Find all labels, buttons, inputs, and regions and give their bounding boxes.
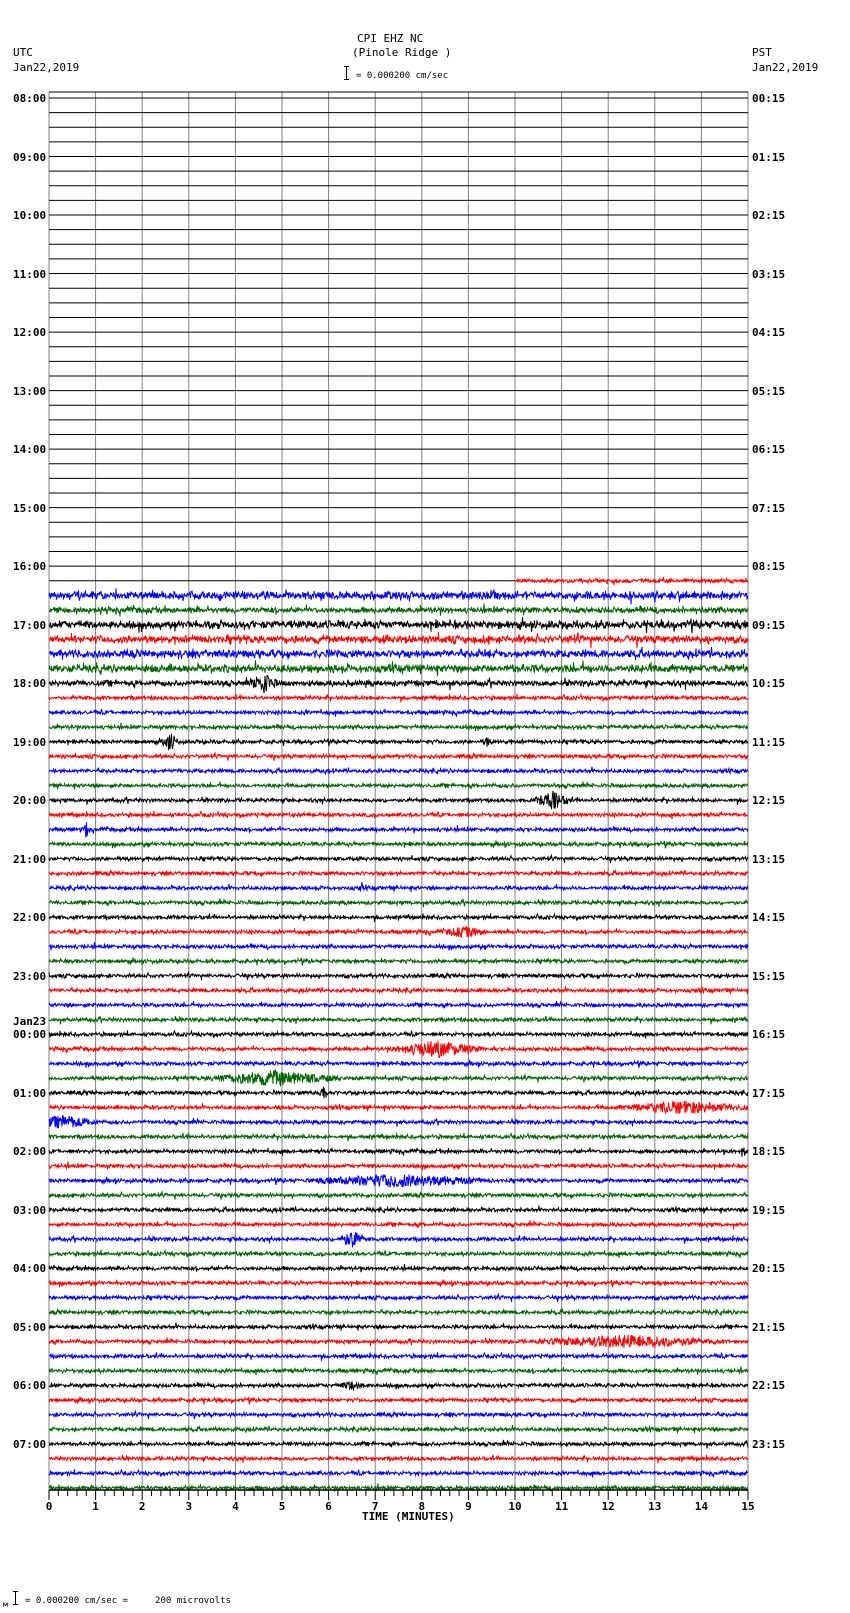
pst-time-label: 21:15 (752, 1320, 786, 1334)
utc-time-label: 06:00 (13, 1379, 47, 1393)
utc-time-label: 03:00 (13, 1203, 47, 1217)
pst-time-label: 00:15 (752, 92, 786, 105)
utc-time-label: 08:00 (13, 92, 47, 105)
pst-time-label: 14:15 (752, 911, 786, 925)
utc-time-label: 12:00 (13, 326, 47, 340)
utc-time-label: 17:00 (13, 618, 47, 632)
x-tick-label: 11 (554, 1500, 569, 1513)
pst-time-label: 10:15 (752, 677, 786, 691)
x-tick-label: 15 (741, 1500, 755, 1513)
x-tick-label: 7 (371, 1500, 379, 1513)
x-tick-label: 14 (694, 1500, 709, 1513)
pst-time-label: 20:15 (752, 1262, 786, 1276)
x-tick-label: 6 (325, 1500, 332, 1513)
x-tick-label: 3 (185, 1500, 193, 1513)
pst-time-label: 03:15 (752, 267, 786, 281)
pst-time-label: 12:15 (752, 794, 786, 808)
x-tick-label: 0 (45, 1500, 53, 1513)
utc-time-label: 23:00 (13, 969, 47, 983)
utc-time-label: 14:00 (13, 443, 47, 457)
pst-time-label: 07:15 (752, 501, 786, 515)
x-tick-label: 4 (232, 1500, 239, 1513)
utc-time-label: 00:00 (13, 1028, 47, 1042)
pst-time-label: 13:15 (752, 852, 786, 866)
left-timezone: UTC (13, 46, 33, 59)
utc-time-label: 15:00 (13, 501, 47, 515)
utc-time-label: 04:00 (13, 1262, 47, 1276)
pst-time-label: 18:15 (752, 1145, 786, 1159)
pst-time-label: 16:15 (752, 1028, 786, 1042)
right-timezone: PST (752, 46, 772, 59)
pst-time-label: 23:15 (752, 1437, 786, 1451)
pst-time-label: 02:15 (752, 209, 786, 223)
pst-time-label: 17:15 (752, 1086, 786, 1100)
utc-time-label: 21:00 (13, 852, 47, 866)
pst-time-label: 05:15 (752, 384, 786, 398)
x-tick-label: 2 (138, 1500, 146, 1513)
x-axis-label: TIME (MINUTES) (362, 1510, 455, 1523)
scale-text: = 0.000200 cm/sec (356, 71, 449, 81)
pst-time-label: 19:15 (752, 1203, 786, 1217)
x-tick-label: 8 (418, 1500, 426, 1513)
utc-time-label: 01:00 (13, 1086, 47, 1100)
date-change-label: Jan23 (13, 1015, 47, 1029)
x-tick-label: 1 (92, 1500, 99, 1513)
utc-time-label: 13:00 (13, 384, 47, 398)
pst-time-label: 09:15 (752, 618, 786, 632)
pst-time-label: 15:15 (752, 969, 786, 983)
utc-time-label: 20:00 (13, 794, 47, 808)
footer-prefix: м (3, 1600, 8, 1609)
utc-time-label: 02:00 (13, 1145, 47, 1159)
x-tick-label: 13 (648, 1500, 662, 1513)
utc-time-label: 11:00 (13, 267, 47, 281)
utc-time-label: 10:00 (13, 209, 47, 223)
station-title: CPI EHZ NC (357, 32, 424, 45)
x-tick-label: 5 (278, 1500, 286, 1513)
utc-time-label: 18:00 (13, 677, 47, 691)
utc-time-label: 07:00 (13, 1437, 47, 1451)
left-date: Jan22,2019 (13, 61, 80, 74)
x-tick-label: 10 (508, 1500, 522, 1513)
utc-time-label: 05:00 (13, 1320, 47, 1334)
utc-time-label: 19:00 (13, 735, 47, 749)
x-tick-label: 9 (465, 1500, 472, 1513)
utc-time-label: 22:00 (13, 911, 47, 925)
pst-time-label: 01:15 (752, 150, 786, 164)
pst-time-label: 06:15 (752, 443, 786, 457)
pst-time-label: 11:15 (752, 735, 786, 749)
footer-scale-text: = 0.000200 cm/sec = 200 microvolts (25, 1596, 231, 1606)
footer-scale-bar-icon (12, 1591, 18, 1605)
station-location: (Pinole Ridge ) (352, 46, 452, 59)
right-date: Jan22,2019 (752, 61, 819, 74)
utc-time-label: 09:00 (13, 150, 47, 164)
utc-time-label: 16:00 (13, 560, 47, 574)
x-tick-label: 12 (601, 1500, 615, 1513)
pst-time-label: 04:15 (752, 326, 786, 340)
pst-time-label: 22:15 (752, 1379, 786, 1393)
pst-time-label: 08:15 (752, 560, 786, 574)
